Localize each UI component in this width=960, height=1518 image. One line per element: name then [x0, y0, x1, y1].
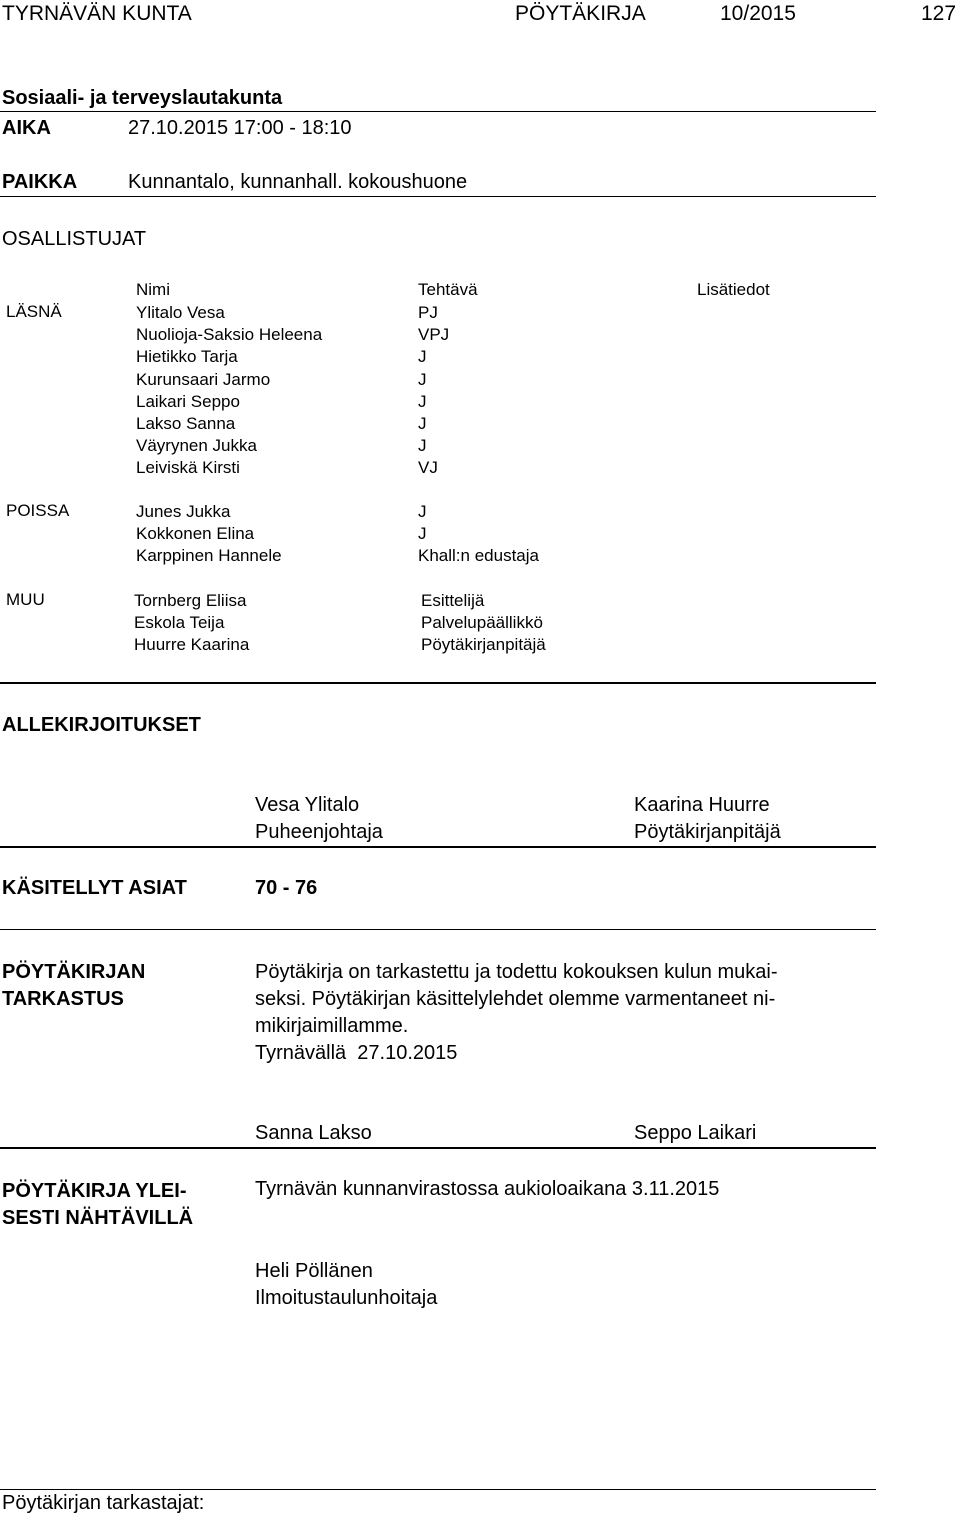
place-value: Kunnantalo, kunnanhall. kokoushuone	[128, 171, 468, 193]
participant-name: Leiviskä Kirsti	[136, 458, 240, 478]
participant-name: Karppinen Hannele	[136, 546, 282, 566]
present-label: LÄSNÄ	[6, 302, 62, 321]
participant-role: J	[418, 347, 427, 367]
divider	[0, 682, 876, 684]
committee-name: Sosiaali- ja terveyslautakunta	[2, 87, 283, 109]
divider	[0, 929, 876, 930]
participant-role: J	[418, 502, 427, 521]
review-label	[2, 959, 145, 1013]
absent-names	[136, 501, 282, 568]
notice-officer	[255, 1258, 437, 1312]
participant-role: J	[418, 524, 427, 544]
review-place-date: Tyrnävällä 27.10.2015	[255, 1042, 458, 1064]
time-label: AIKA	[2, 117, 51, 139]
reviewer2-name: Seppo Laikari	[634, 1122, 757, 1144]
review-text	[255, 959, 778, 1067]
time-value: 27.10.2015 17:00 - 18:10	[128, 117, 352, 139]
secretary-name: Kaarina Huurre	[634, 794, 770, 816]
participant-role: J	[418, 391, 427, 411]
participant-name: Kurunsaari Jarmo	[136, 369, 271, 389]
divider	[0, 196, 876, 197]
participant-name: Kokkonen Elina	[136, 524, 255, 544]
chair-signature	[255, 792, 383, 846]
participant-role: J	[418, 369, 427, 389]
review-text-line3: mikirjaimillamme.	[255, 1015, 409, 1037]
review-label-line2: TARKASTUS	[2, 988, 124, 1010]
other-roles	[421, 590, 546, 657]
chair-role: Puheenjohtaja	[255, 821, 383, 843]
reviewer1-name: Sanna Lakso	[255, 1122, 372, 1144]
place-label: PAIKKA	[2, 171, 78, 193]
public-label	[2, 1178, 193, 1232]
items-label: KÄSITELLYT ASIAT	[2, 877, 187, 899]
participant-role: Esittelijä	[421, 591, 485, 610]
divider	[0, 846, 876, 848]
chair-name: Vesa Ylitalo	[255, 794, 360, 816]
participant-name: Laikari Seppo	[136, 391, 240, 411]
participant-name: Hietikko Tarja	[136, 347, 238, 367]
officer-role: Ilmoitustaulunhoitaja	[255, 1287, 438, 1309]
col-role-header: Tehtävä	[418, 280, 478, 299]
divider	[0, 1489, 876, 1490]
other-label: MUU	[6, 590, 45, 609]
public-label-line2: SESTI NÄHTÄVILLÄ	[2, 1207, 194, 1229]
header-number: 10/2015	[720, 2, 796, 25]
participant-role: Khall:n edustaja	[418, 546, 539, 566]
participant-role: Pöytäkirjanpitäjä	[421, 635, 546, 655]
divider	[0, 111, 876, 112]
secretary-signature	[634, 792, 781, 846]
participant-name: Lakso Sanna	[136, 413, 236, 433]
col-info-header: Lisätiedot	[697, 280, 770, 299]
participant-role: PJ	[418, 303, 438, 322]
absent-roles	[418, 501, 539, 568]
other-names	[134, 590, 249, 657]
officer-name: Heli Pöllänen	[255, 1260, 373, 1282]
review-label-line1: PÖYTÄKIRJAN	[2, 961, 146, 983]
items-value: 70 - 76	[255, 877, 318, 899]
header-municipality: TYRNÄVÄN KUNTA	[2, 2, 192, 25]
absent-label: POISSA	[6, 501, 70, 520]
participant-name: Tornberg Eliisa	[134, 591, 247, 610]
review-text-line2: seksi. Pöytäkirjan käsittelylehdet olemme varmentaneet ni-	[255, 988, 776, 1010]
participants-title: OSALLISTUJAT	[2, 228, 147, 250]
participant-name: Väyrynen Jukka	[136, 436, 257, 456]
participant-role: Palvelupäällikkö	[421, 613, 543, 633]
participant-role: VJ	[418, 458, 438, 478]
secretary-role: Pöytäkirjanpitäjä	[634, 821, 781, 843]
participant-name: Eskola Teija	[134, 613, 225, 633]
header-page-number: 127	[921, 2, 957, 25]
header-doc-type: PÖYTÄKIRJA	[515, 2, 646, 25]
divider	[0, 1147, 876, 1149]
participant-name: Junes Jukka	[136, 502, 231, 521]
participant-role: J	[418, 436, 427, 456]
participant-role: VPJ	[418, 325, 450, 345]
present-roles	[418, 302, 449, 480]
participant-name: Ylitalo Vesa	[136, 303, 225, 322]
col-name-header: Nimi	[136, 280, 170, 299]
public-label-line1: PÖYTÄKIRJA YLEI-	[2, 1180, 187, 1202]
signatures-title: ALLEKIRJOITUKSET	[2, 714, 201, 736]
participant-role: J	[418, 413, 427, 433]
review-text-line1: Pöytäkirja on tarkastettu ja todettu kokouksen kulun mukai-	[255, 961, 778, 983]
public-text: Tyrnävän kunnanvirastossa aukioloaikana 3.11.2015	[255, 1178, 720, 1200]
present-names	[136, 302, 322, 480]
footer-reviewers-label: Pöytäkirjan tarkastajat:	[2, 1492, 205, 1514]
participant-name: Nuolioja-Saksio Heleena	[136, 325, 323, 345]
participant-name: Huurre Kaarina	[134, 635, 250, 655]
